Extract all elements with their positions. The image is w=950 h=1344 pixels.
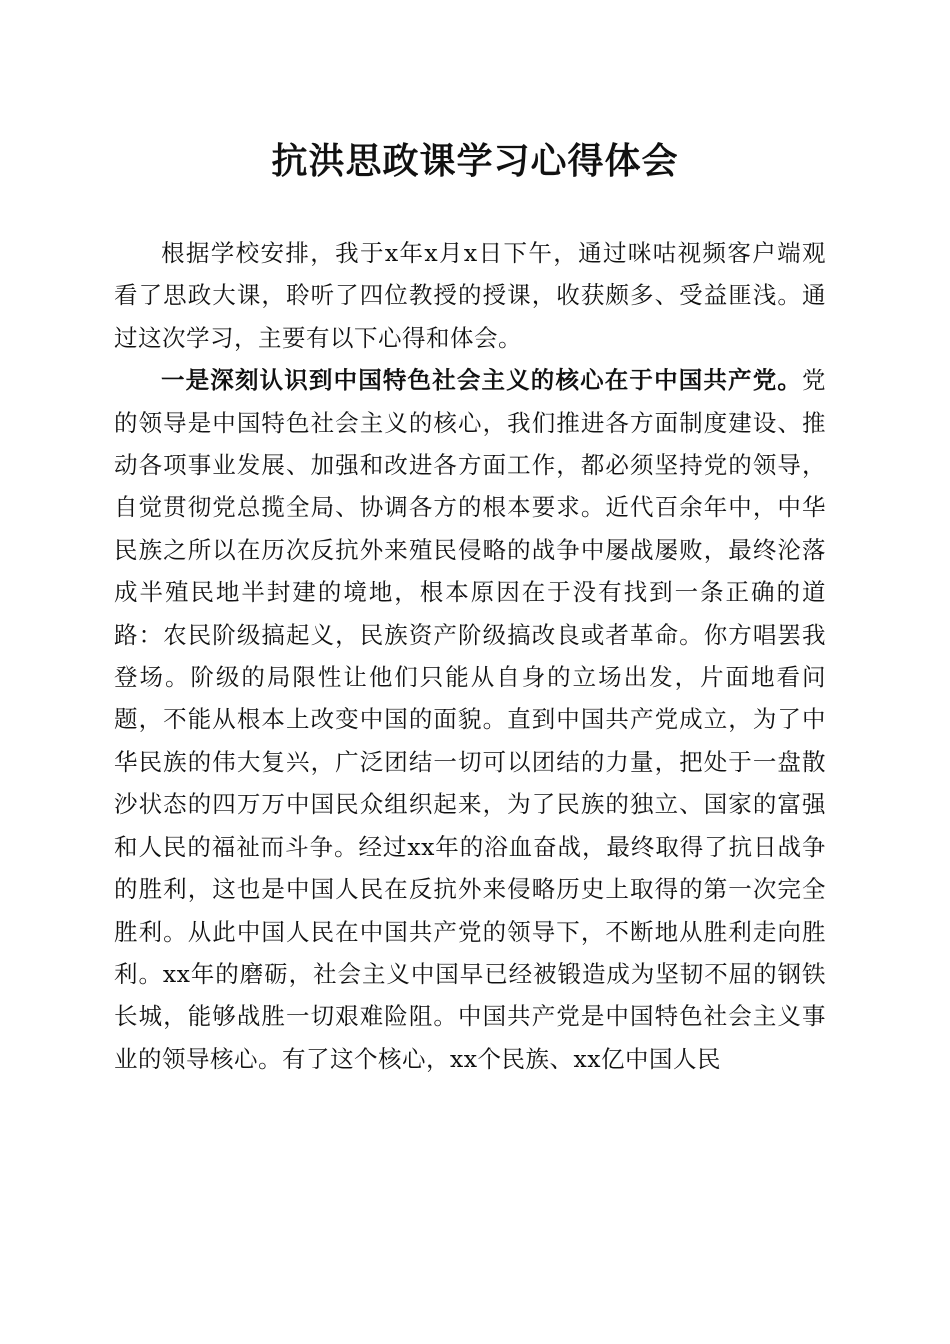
paragraph-point-one-text: 党的领导是中国特色社会主义的核心，我们推进各方面制度建设、推动各项事业发展、加强和改进各方面工作，都必须坚持党的领导，自觉贯彻党总揽全局、协调各方的根本要求。近代百余年中，中华民族之所以在历次反抗外来殖民侵略的战争中屡战屡败，最终沦落成半殖民地半封建的境地，根本原因在于没有找到一条正确的道路：农民阶级搞起义，民族资产阶级搞改良或者革命。你方唱罢我登场。阶级的局限性让他们只能从自身的立场出发，片面地看问题，不能从根本上改变中国的面貌。直到中国共产党成立，为了中华民族的伟大复兴，广泛团结一切可以团结的力量，把处于一盘散沙状态的四万万中国民众组织起来，为了民族的独立、国家的富强和人民的福祉而斗争。经过xx年的浴血奋战，最终取得了抗日战争的胜利，这也是中国人民在反抗外来侵略历史上取得的第一次完全胜利。从此中国人民在中国共产党的领导下，不断地从胜利走向胜利。xx年的磨砺，社会主义中国早已经被锻造成为坚韧不屈的钢铁长城，能够战胜一切艰难险阻。中国共产党是中国特色社会主义事业的领导核心。有了这个核心，xx个民族、xx亿中国人民	[114, 366, 826, 1073]
paragraph-point-one	[114, 359, 826, 1080]
document-body	[114, 232, 826, 1080]
paragraph-intro	[114, 232, 826, 359]
document-title: 抗洪思政课学习心得体会	[271, 140, 679, 182]
paragraph-point-one-heading: 一是深刻认识到中国特色社会主义的核心在于中国共产党。	[161, 366, 802, 395]
paragraph-intro-text: 根据学校安排，我于x年x月x日下午，通过咪咕视频客户端观看了思政大课，聆听了四位教授的授课，收获颇多、受益匪浅。通过这次学习，主要有以下心得和体会。	[114, 239, 826, 352]
